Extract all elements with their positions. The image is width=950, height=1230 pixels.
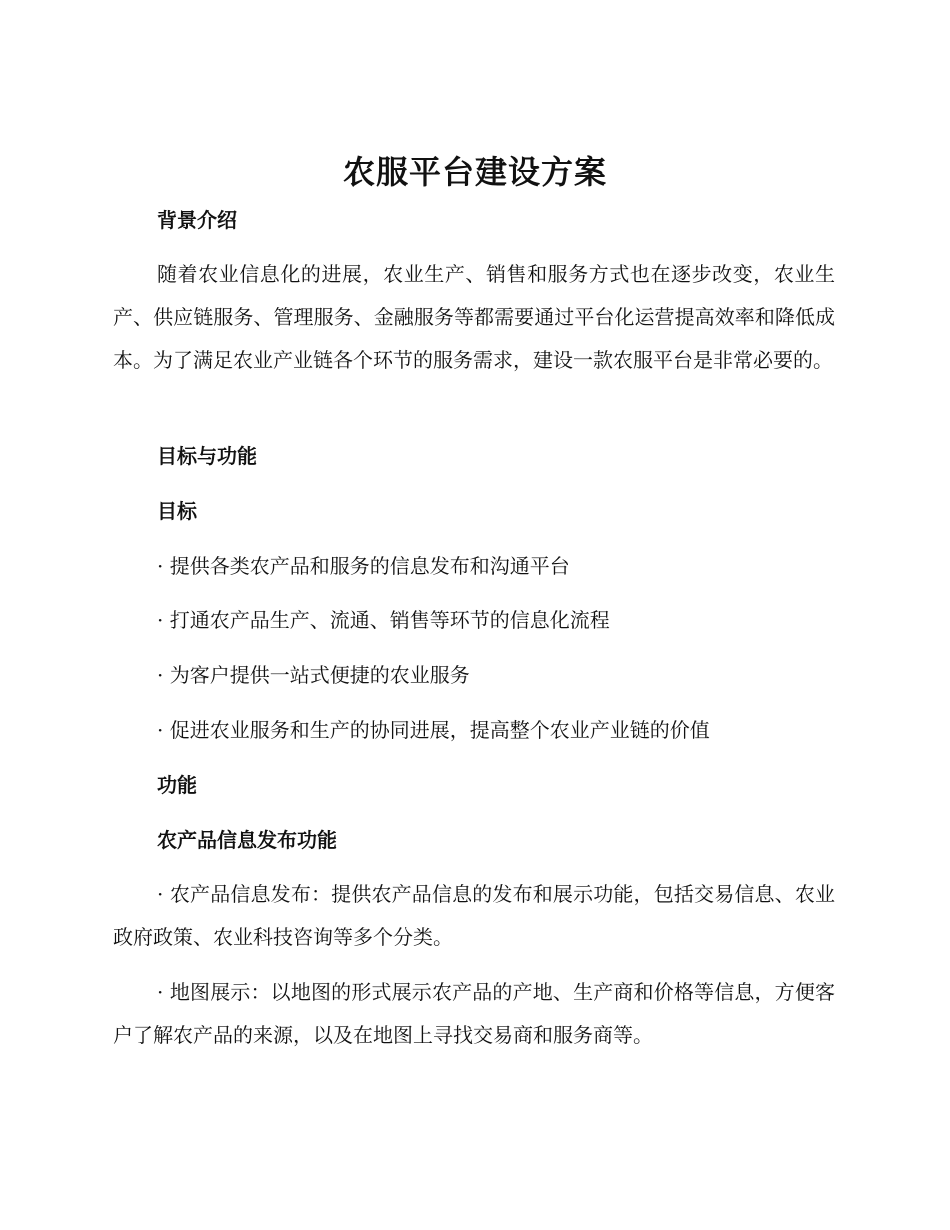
info-publish-item: · 农产品信息发布：提供农产品信息的发布和展示功能，包括交易信息、农业政府政策、农业科技咨询等多个分类。: [113, 882, 835, 949]
goal-item: · 为客户提供一站式便捷的农业服务: [157, 663, 470, 687]
document-title: 农服平台建设方案: [342, 153, 607, 191]
map-display-item: · 地图展示：以地图的形式展示农产品的产地、生产商和价格等信息，方便客户了解农产品的来源，以及在地图上寻找交易商和服务商等。: [113, 980, 835, 1047]
goal-item: · 促进农业服务和生产的协同进展，提高整个农业产业链的价值: [157, 718, 710, 742]
heading-info-publish: 农产品信息发布功能: [157, 828, 337, 852]
background-paragraph: 随着农业信息化的进展，农业生产、销售和服务方式也在逐步改变，农业生产、供应链服务、管理服务、金融服务等都需要通过平台化运营提高效率和降低成本。为了满足农业产业链各个环节的服务需求，建设一款农服平台是非常必要的。: [113, 262, 835, 372]
goal-item: · 打通农产品生产、流通、销售等环节的信息化流程: [157, 608, 610, 632]
heading-goals-functions: 目标与功能: [157, 444, 257, 468]
goal-item: · 提供各类农产品和服务的信息发布和沟通平台: [157, 554, 570, 578]
heading-functions: 功能: [157, 773, 197, 797]
heading-goals: 目标: [157, 499, 197, 523]
heading-background: 背景介绍: [157, 208, 237, 232]
